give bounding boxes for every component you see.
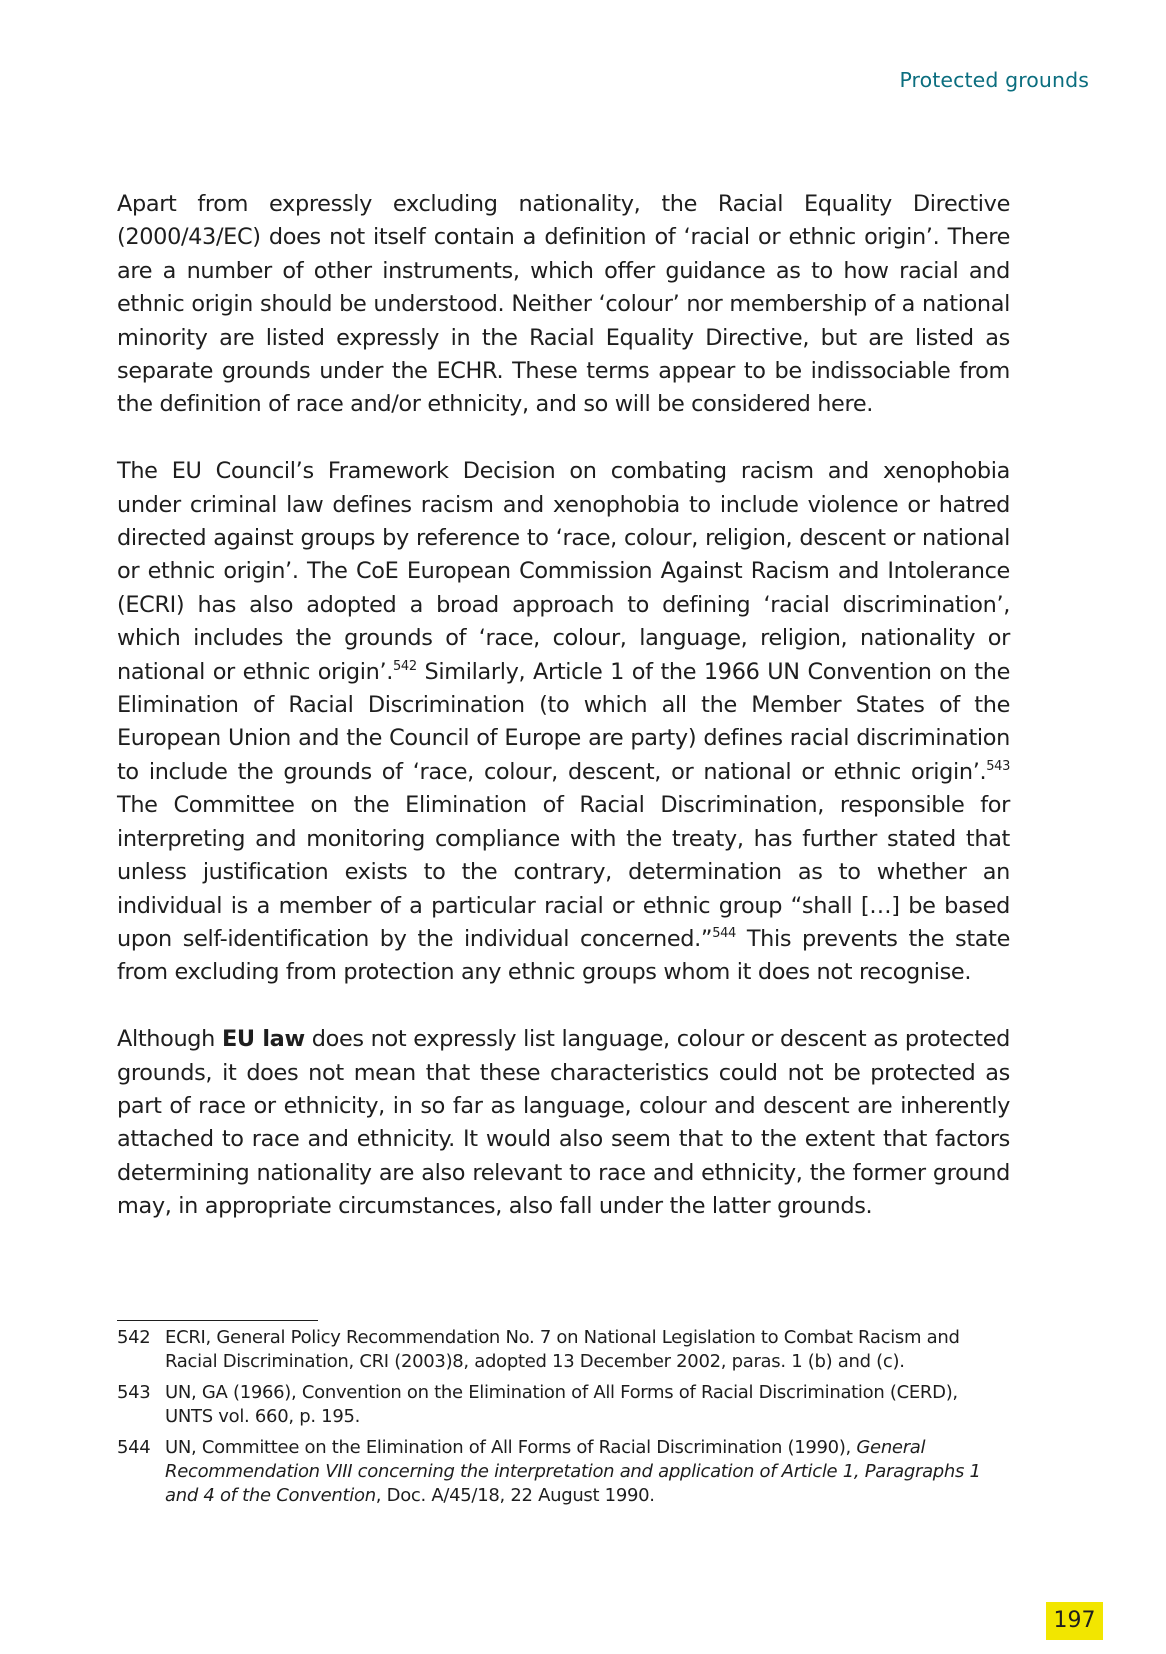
footnote-543 [117,1381,1010,1429]
body-text [117,188,1010,1257]
paragraph-2-text-d: This prevents the state from excluding from protection any ethnic groups whom it does not recognise. [117,925,1011,986]
footnote-number: 543 [117,1382,151,1403]
paragraph-3-bold-term: EU law [221,1026,305,1053]
footnote-number: 542 [117,1327,151,1348]
footnote-text-b: , Doc. A/45/18, 22 August 1990. [375,1485,655,1506]
running-header: Protected grounds [899,68,1089,92]
footnotes [117,1326,1010,1515]
footnote-542 [117,1326,1010,1374]
paragraph-2-text-c: The Committee on the Elimination of Racial Discrimination, responsible for interpreting and monitoring compliance with the treaty, has further stated that unless justification exists to the contrary, determination as to whether an individual is a member of a particular racial or ethnic group “shall […] be based upon self-identification by the individual concerned.” [117,792,1010,952]
footnote-ref-542[interactable]: 542 [393,658,417,674]
footnote-ref-544[interactable]: 544 [712,925,736,941]
paragraph-1: Apart from expressly excluding nationality, the Racial Equality Directive (2000/43/EC) does not itself contain a definition of ‘racial or ethnic origin’. There are a number of other instruments, which offer guidance as to how racial and ethnic origin should be understood. Neither ‘colour’ nor membership of a national minority are listed expressly in the Racial Equality Directive, but are listed as separate grounds under the ECHR. These terms appear to be indissociable from the definition of race and/or ethnicity, and so will be considered here. [117,191,1010,418]
paragraph-3-text-a: Although [117,1026,222,1053]
footnote-text [165,1436,1010,1508]
footnote-text-a: UN, Committee on the Elimination of All Forms of Racial Discrimination (1990), [165,1437,857,1458]
paragraph-3 [117,1023,1010,1223]
footnote-italic-title: General Recommendation VIII concerning the interpretation and application of Article 1, Paragraphs 1 and 4 of the Convention [165,1437,981,1506]
paragraph-2 [117,455,1010,990]
footnote-text: UN, GA (1966), Convention on the Elimination of All Forms of Racial Discrimination (CERD), UNTS vol. 660, p. 195. [165,1382,958,1427]
paragraph-3-text-b: does not expressly list language, colour or descent as protected grounds, it does not mean that these characteristics could not be protected as part of race or ethnicity, in so far as language, colour and descent are inherently attached to race and ethnicity. It would also seem that to the extent that factors determining nationality are also relevant to race and ethnicity, the former ground may, in appropriate circumstances, also fall under the latter grounds. [117,1026,1010,1220]
page-number: 197 [1046,1602,1103,1640]
paragraph-2-text-b: Similarly, Article 1 of the 1966 UN Convention on the Elimination of Racial Discrimination (to which all the Member States of the European Union and the Council of Europe are party) defines racial discrimination to include the grounds of ‘race, colour, descent, or national or ethnic origin’. [117,658,1010,785]
footnote-separator [117,1320,318,1321]
footnote-544 [117,1436,1010,1508]
paragraph-2-text-a: The EU Council’s Framework Decision on combating racism and xenophobia under criminal law defines racism and xenophobia to include violence or hatred directed against groups by reference to ‘race, colour, religion, descent or national or ethnic origin’. The CoE European Commission Against Racism and Intolerance (ECRI) has also adopted a broad approach to defining ‘racial discrimination’, which includes the grounds of ‘race, colour, language, religion, nationality or national or ethnic origin’. [117,458,1010,685]
footnote-ref-543[interactable]: 543 [986,758,1010,774]
footnote-number: 544 [117,1437,151,1458]
footnote-text: ECRI, General Policy Recommendation No. 7 on National Legislation to Combat Racism and Racial Discrimination, CRI (2003)8, adopted 13 December 2002, paras. 1 (b) and (c). [165,1327,960,1372]
